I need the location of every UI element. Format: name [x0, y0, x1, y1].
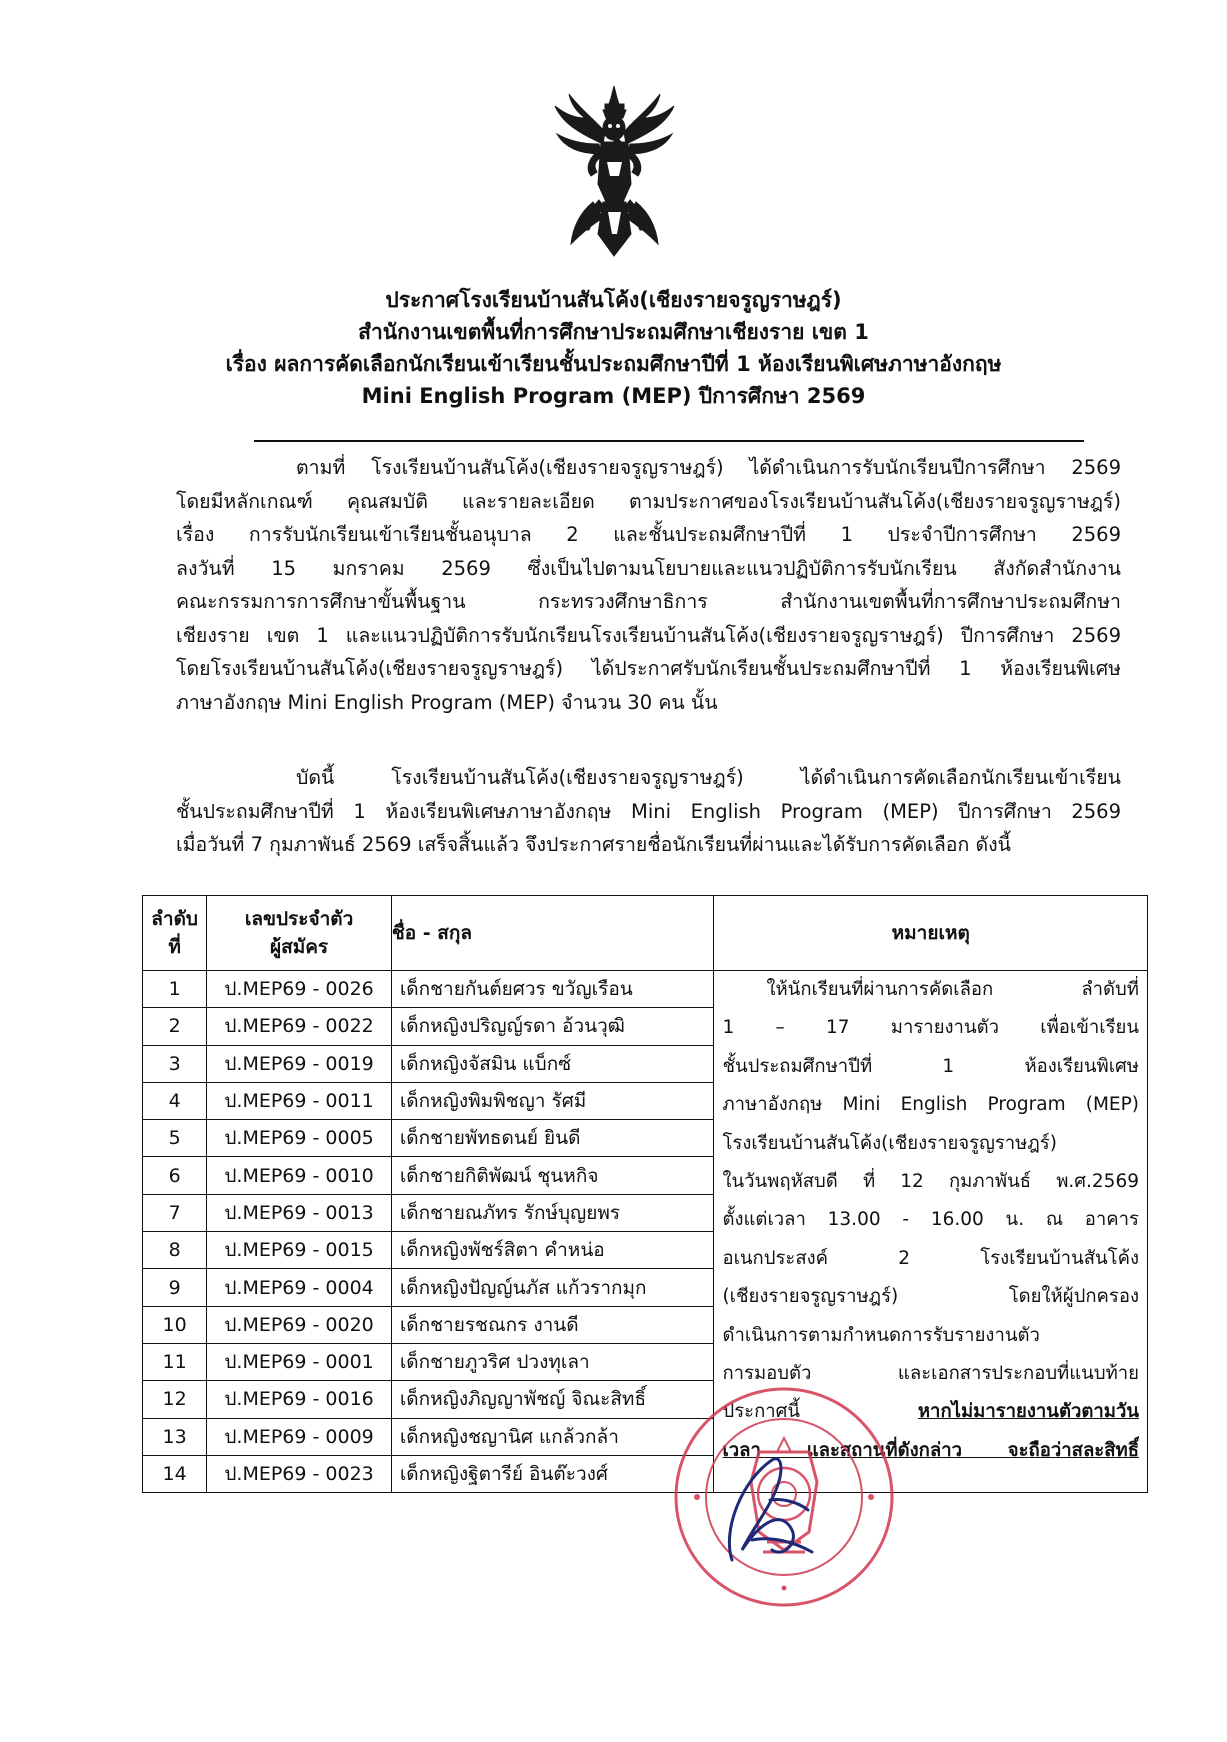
paragraph-line: ตามที่ โรงเรียนบ้านสันโค้ง(เชียงรายจรูญราษฎร์) ได้ดำเนินการรับนักเรียนปีการศึกษา 2569	[296, 456, 1121, 479]
row-order: 11	[143, 1343, 207, 1380]
row-student-name: เด็กหญิงฐิตารีย์ อินต๊ะวงศ์	[391, 1455, 714, 1492]
remark-line: ดำเนินการตามกำหนดการรับรายงานตัว	[722, 1324, 1040, 1346]
row-student-name: เด็กชายกันต์ยศวร ขวัญเรือน	[391, 971, 714, 1008]
remark-line: (เชียงรายจรูญราษฎร์) โดยให้ผู้ปกครอง	[722, 1286, 1139, 1308]
remark-plain: ประกาศนี้	[722, 1401, 918, 1423]
garuda-emblem-icon	[551, 84, 678, 259]
paragraph-line: เมื่อวันที่ 7 กุมภาพันธ์ 2569 เสร็จสิ้นแล้ว จึงประกาศรายชื่อนักเรียนที่ผ่านและได้รับการคัดเลือก ดังนี้	[176, 833, 1011, 856]
row-student-name: เด็กหญิงชญานิศ แกล้วกล้า	[391, 1418, 714, 1455]
row-student-name: เด็กหญิงจัสมิน แบ็กซ์	[391, 1045, 714, 1082]
header-order-line1: ลำดับ	[151, 908, 198, 930]
remark-line: อเนกประสงค์ 2 โรงเรียนบ้านสันโค้ง	[722, 1247, 1139, 1269]
row-applicant-id: ป.MEP69 - 0009	[207, 1418, 392, 1455]
heading-office: สำนักงานเขตพื้นที่การศึกษาประถมศึกษาเชียงราย เขต 1	[358, 320, 869, 344]
heading-subject: เรื่อง ผลการคัดเลือกนักเรียนเข้าเรียนชั้นประถมศึกษาปีที่ 1 ห้องเรียนพิเศษภาษาอังกฤษ	[225, 352, 1002, 376]
remark-line: โรงเรียนบ้านสันโค้ง(เชียงรายจรูญราษฎร์)	[722, 1132, 1057, 1154]
row-applicant-id: ป.MEP69 - 0010	[207, 1157, 392, 1194]
remark-line: ตั้งแต่เวลา 13.00 - 16.00 น. ณ อาคาร	[722, 1209, 1139, 1231]
row-order: 10	[143, 1306, 207, 1343]
row-student-name: เด็กหญิงพิมพิชญา รัศมี	[391, 1082, 714, 1119]
selection-results-table	[142, 895, 1148, 1493]
row-applicant-id: ป.MEP69 - 0022	[207, 1008, 392, 1045]
remark-line: การมอบตัว และเอกสารประกอบที่แนบท้าย	[722, 1363, 1139, 1385]
header-id-line1: เลขประจำตัว	[244, 908, 354, 930]
row-applicant-id: ป.MEP69 - 0016	[207, 1381, 392, 1418]
remark-line: ชั้นประถมศึกษาปีที่ 1 ห้องเรียนพิเศษ	[722, 1055, 1139, 1077]
row-order: 8	[143, 1232, 207, 1269]
heading-program: Mini English Program (MEP) ปีการศึกษา 2569	[361, 384, 866, 408]
row-order: 1	[143, 971, 207, 1008]
row-student-name: เด็กหญิงพัชร์สิตา คำหน่อ	[391, 1232, 714, 1269]
row-applicant-id: ป.MEP69 - 0026	[207, 971, 392, 1008]
header-order-line2: ที่	[168, 936, 181, 958]
row-student-name: เด็กชายภูวริศ ปวงทุเลา	[391, 1343, 714, 1380]
heading-school: ประกาศโรงเรียนบ้านสันโค้ง(เชียงรายจรูญราษฎร์)	[385, 288, 842, 312]
paragraph-result	[176, 761, 1121, 862]
header-id-line2: ผู้สมัคร	[269, 936, 329, 958]
row-order: 5	[143, 1120, 207, 1157]
header-order	[143, 896, 207, 971]
header-remarks: หมายเหตุ	[714, 896, 1148, 971]
heading-divider	[254, 440, 1084, 442]
row-order: 4	[143, 1082, 207, 1119]
row-applicant-id: ป.MEP69 - 0015	[207, 1232, 392, 1269]
row-order: 9	[143, 1269, 207, 1306]
row-order: 3	[143, 1045, 207, 1082]
row-order: 2	[143, 1008, 207, 1045]
paragraph-background	[176, 451, 1121, 719]
remark-line: ในวันพฤหัสบดี ที่ 12 กุมภาพันธ์ พ.ศ.2569	[722, 1171, 1139, 1193]
row-order: 14	[143, 1455, 207, 1492]
header-full-name: ชื่อ - สกุล	[391, 896, 714, 971]
remark-line: ให้นักเรียนที่ผ่านการคัดเลือก ลำดับที่	[766, 979, 1139, 1000]
paragraph-line: บัดนี้ โรงเรียนบ้านสันโค้ง(เชียงรายจรูญราษฎร์) ได้ดำเนินการคัดเลือกนักเรียนเข้าเรียน	[296, 766, 1121, 789]
row-applicant-id: ป.MEP69 - 0011	[207, 1082, 392, 1119]
paragraph-line: ลงวันที่ 15 มกราคม 2569 ซึ่งเป็นไปตามนโยบายและแนวปฏิบัติการรับนักเรียน สังกัดสำนักงาน	[176, 556, 1121, 580]
paragraph-line: ภาษาอังกฤษ Mini English Program (MEP) จำนวน 30 คน นั้น	[176, 690, 718, 714]
paragraph-line: โดยโรงเรียนบ้านสันโค้ง(เชียงรายจรูญราษฎร์) ได้ประกาศรับนักเรียนชั้นประถมศึกษาปีที่ 1 ห้องเรียนพิเศษ	[176, 657, 1121, 680]
row-student-name: เด็กหญิงปริญญ์รดา อ้วนวุฒิ	[391, 1008, 714, 1045]
row-order: 12	[143, 1381, 207, 1418]
header-applicant-id	[207, 896, 392, 971]
row-student-name: เด็กหญิงปัญญ์นภัส แก้วรากมุก	[391, 1269, 714, 1306]
remark-line: ภาษาอังกฤษ Mini English Program (MEP)	[722, 1094, 1139, 1116]
row-applicant-id: ป.MEP69 - 0020	[207, 1306, 392, 1343]
table-row	[143, 971, 1148, 1008]
row-order: 13	[143, 1418, 207, 1455]
paragraph-line: โดยมีหลักเกณฑ์ คุณสมบัติ และรายละเอียด ตามประกาศของโรงเรียนบ้านสันโค้ง(เชียงรายจรูญราษฎร์)	[176, 489, 1121, 513]
row-student-name: เด็กชายกิติพัฒน์ ชุนหกิจ	[391, 1157, 714, 1194]
remark-warning: หากไม่มารายงานตัวตามวัน	[917, 1401, 1139, 1423]
paragraph-line: เชียงราย เขต 1 และแนวปฏิบัติการรับนักเรียนโรงเรียนบ้านสันโค้ง(เชียงรายจรูญราษฎร์) ปีการศึกษา 2569	[176, 623, 1121, 647]
paragraph-line: คณะกรรมการการศึกษาขั้นพื้นฐาน กระทรวงศึกษาธิการ สำนักงานเขตพื้นที่การศึกษาประถมศึกษา	[176, 590, 1121, 613]
row-student-name: เด็กชายรชณกร งานดี	[391, 1306, 714, 1343]
row-applicant-id: ป.MEP69 - 0023	[207, 1455, 392, 1492]
row-applicant-id: ป.MEP69 - 0019	[207, 1045, 392, 1082]
remark-line: 1 – 17 มารายงานตัว เพื่อเข้าเรียน	[722, 1017, 1139, 1039]
row-applicant-id: ป.MEP69 - 0013	[207, 1194, 392, 1231]
row-applicant-id: ป.MEP69 - 0001	[207, 1343, 392, 1380]
signature-icon	[712, 1440, 822, 1580]
row-student-name: เด็กชายพัทธดนย์ ยินดี	[391, 1120, 714, 1157]
row-order: 7	[143, 1194, 207, 1231]
table-header-row	[143, 896, 1148, 971]
announcement-heading	[140, 284, 1087, 412]
row-applicant-id: ป.MEP69 - 0004	[207, 1269, 392, 1306]
paragraph-line: ชั้นประถมศึกษาปีที่ 1 ห้องเรียนพิเศษภาษาอังกฤษ Mini English Program (MEP) ปีการศึกษา 2569	[176, 799, 1121, 823]
row-applicant-id: ป.MEP69 - 0005	[207, 1120, 392, 1157]
remark-warning-final: เวลา และสถานที่ดังกล่าว จะถือว่าสละสิทธิ์	[722, 1439, 1139, 1461]
paragraph-line: เรื่อง การรับนักเรียนเข้าเรียนชั้นอนุบาล 2 และชั้นประถมศึกษาปีที่ 1 ประจำปีการศึกษา 2569	[176, 523, 1121, 546]
row-student-name: เด็กชายณภัทร รักษ์บุญยพร	[391, 1194, 714, 1231]
row-student-name: เด็กหญิงภิญญาพัชญ์ จิณะสิทธิ์	[391, 1381, 714, 1418]
row-order: 6	[143, 1157, 207, 1194]
